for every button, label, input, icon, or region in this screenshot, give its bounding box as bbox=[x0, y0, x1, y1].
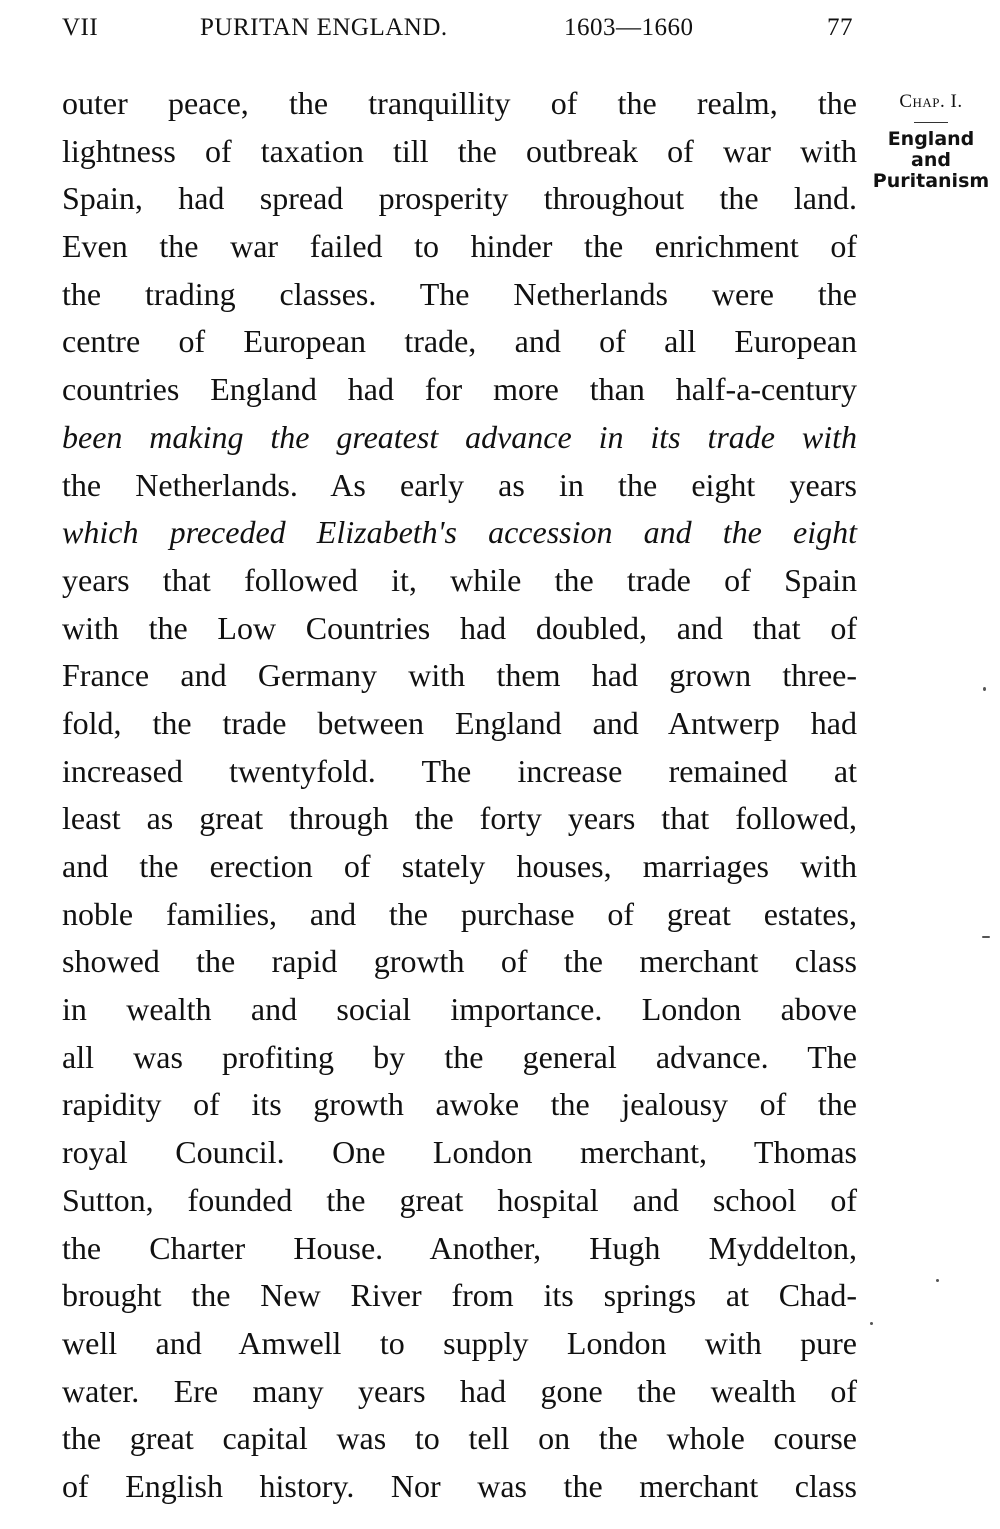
text-line: the Charter House. Another, Hugh Myddelton, bbox=[62, 1229, 857, 1266]
text-line: Sutton, founded the great hospital and school of bbox=[62, 1181, 857, 1218]
text-line: of English history. Nor was the merchant class bbox=[62, 1467, 857, 1504]
margin-note-rule bbox=[914, 122, 948, 123]
text-line: years that followed it, while the trade of Spain bbox=[62, 561, 857, 598]
print-speck bbox=[870, 1322, 873, 1325]
text-line: showed the rapid growth of the merchant class bbox=[62, 943, 857, 980]
text-line: least as great through the forty years that followed, bbox=[62, 800, 857, 837]
page-number: 77 bbox=[827, 14, 853, 41]
running-head-title: PURITAN ENGLAND. bbox=[200, 14, 448, 41]
margin-note-topic: England and Puritanism bbox=[872, 128, 990, 192]
text-line: and the erection of stately houses, marriages with bbox=[62, 848, 857, 884]
print-speck bbox=[983, 687, 986, 691]
text-line: with the Low Countries had doubled, and that of bbox=[62, 609, 857, 646]
text-line: Spain, had spread prosperity throughout the land. bbox=[62, 180, 857, 217]
text-line: increased twentyfold. The increase remained at bbox=[62, 752, 857, 789]
text-line: Even the war failed to hinder the enrichment of bbox=[62, 228, 857, 265]
text-line: the trading classes. The Netherlands were the bbox=[62, 275, 857, 312]
text-line: countries England had for more than half-a-century bbox=[62, 371, 857, 408]
text-line: in wealth and social importance. London above bbox=[62, 991, 857, 1028]
running-head-chapter: VII bbox=[62, 14, 99, 41]
text-line: rapidity of its growth awoke the jealousy of the bbox=[62, 1086, 857, 1123]
text-line-italic-content: which preceded Elizabeth's accession and the eight bbox=[62, 514, 857, 551]
text-line: noble families, and the purchase of great estates, bbox=[62, 895, 857, 932]
text-line: France and Germany with them had grown three- bbox=[62, 657, 857, 694]
print-speck bbox=[936, 1279, 939, 1282]
text-line-italic-content: been making the greatest advance in its trade with bbox=[62, 418, 857, 455]
text-line: centre of European trade, and of all European bbox=[62, 323, 857, 360]
running-head bbox=[62, 14, 857, 46]
text-line: the Netherlands. As early as in the eight years bbox=[62, 466, 857, 503]
text-line: the great capital was to tell on the whole course bbox=[62, 1420, 857, 1457]
margin-note bbox=[862, 90, 1000, 192]
text-line: lightness of taxation till the outbreak of war with bbox=[62, 132, 857, 169]
body-text bbox=[62, 80, 857, 1511]
text-line: royal Council. One London merchant, Thomas bbox=[62, 1134, 857, 1171]
text-line: all was profiting by the general advance. The bbox=[62, 1038, 857, 1075]
margin-note-chapter: Chap. I. bbox=[899, 91, 963, 112]
text-line: well and Amwell to supply London with pure bbox=[62, 1324, 857, 1361]
text-line: water. Ere many years had gone the wealth of bbox=[62, 1372, 857, 1409]
text-line: fold, the trade between England and Antwerp had bbox=[62, 704, 857, 741]
text-line-italic bbox=[62, 414, 857, 462]
print-speck bbox=[982, 936, 990, 938]
text-line: brought the New River from its springs at Chad- bbox=[62, 1277, 857, 1314]
text-line: outer peace, the tranquillity of the realm, the bbox=[62, 85, 857, 121]
text-line-italic bbox=[62, 509, 857, 557]
running-head-dates: 1603—1660 bbox=[564, 14, 694, 41]
